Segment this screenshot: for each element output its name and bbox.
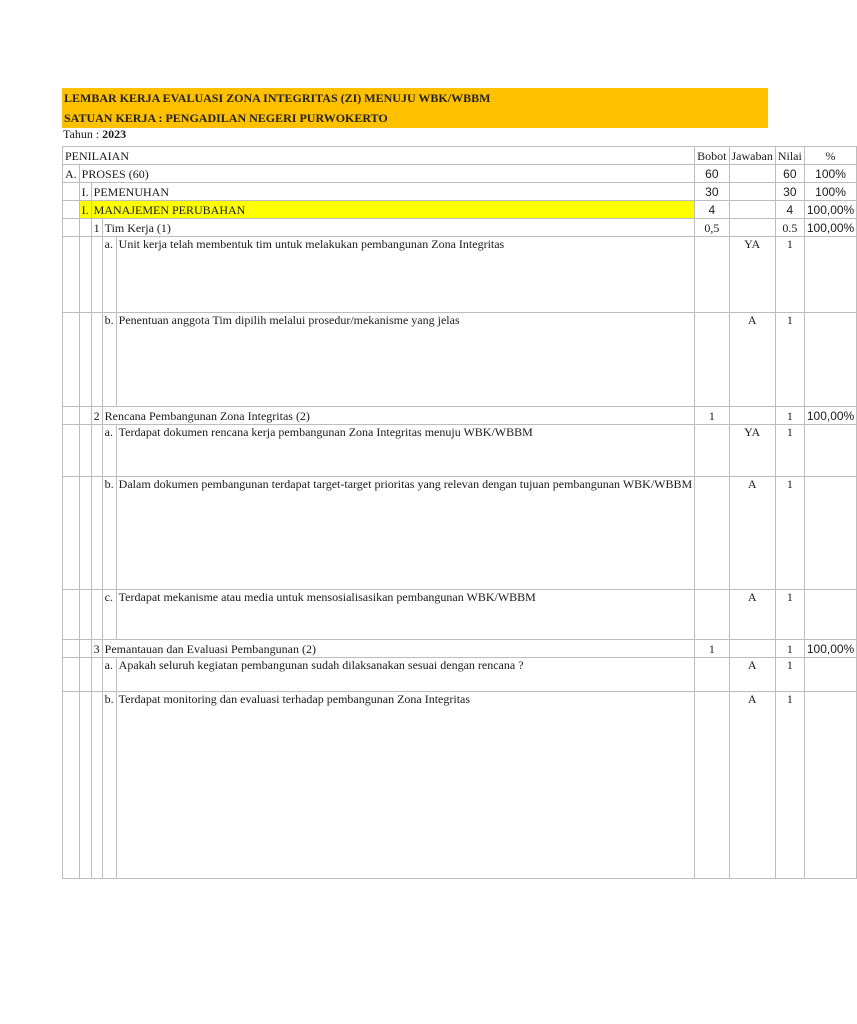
item-row [63,590,857,640]
item-nilai: 1 [775,237,804,313]
pemenuhan-bobot: 30 [695,183,729,201]
item-row [63,237,857,313]
manajemen-bobot: 4 [695,201,729,219]
item-jawaban: A [729,477,775,590]
item-text: Terdapat monitoring dan evaluasi terhadap pembangunan Zona Integritas [116,692,695,879]
pemenuhan-row [63,183,857,201]
proses-bobot: 60 [695,165,729,183]
manajemen-row [63,201,857,219]
group-nilai: 1 [775,640,804,658]
item-text: Terdapat mekanisme atau media untuk mensosialisasikan pembangunan WBK/WBBM [116,590,695,640]
item-nilai: 1 [775,658,804,692]
item-nilai: 1 [775,313,804,407]
group-row [63,407,857,425]
year-label: Tahun : [63,127,100,141]
item-text: Terdapat dokumen rencana kerja pembangunan Zona Integritas menuju WBK/WBBM [116,425,695,477]
sheet-title: LEMBAR KERJA EVALUASI ZONA INTEGRITAS (ZI) MENUJU WBK/WBBM [62,88,768,108]
item-jawaban: A [729,692,775,879]
item-row [63,425,857,477]
item-jawaban: A [729,658,775,692]
manajemen-label: MANAJEMEN PERUBAHAN [91,201,695,219]
group-persen: 100,00% [804,640,856,658]
header-persen: % [804,147,856,165]
item-jawaban: YA [729,237,775,313]
item-nilai: 1 [775,477,804,590]
item-letter: b. [102,692,116,879]
item-text: Penentuan anggota Tim dipilih melalui prosedur/mekanisme yang jelas [116,313,695,407]
header-nilai: Nilai [775,147,804,165]
item-row [63,313,857,407]
item-text: Dalam dokumen pembangunan terdapat target-target prioritas yang relevan dengan tujuan pembangunan WBK/WBBM [116,477,695,590]
group-number: 3 [91,640,102,658]
group-bobot: 1 [695,407,729,425]
proses-persen: 100% [804,165,856,183]
item-jawaban: YA [729,425,775,477]
year-value: 2023 [102,127,127,141]
item-letter: c. [102,590,116,640]
group-label: Tim Kerja (1) [102,219,695,237]
proses-nilai: 60 [775,165,804,183]
proses-row [63,165,857,183]
manajemen-persen: 100,00% [804,201,856,219]
item-row [63,477,857,590]
pemenuhan-nilai: 30 [775,183,804,201]
group-row [63,640,857,658]
item-letter: a. [102,425,116,477]
header-jawaban: Jawaban [729,147,775,165]
item-letter: a. [102,237,116,313]
pemenuhan-roman: I. [79,183,91,201]
item-jawaban: A [729,313,775,407]
item-row [63,658,857,692]
item-nilai: 1 [775,425,804,477]
pemenuhan-label: PEMENUHAN [91,183,695,201]
proses-label: PROSES (60) [79,165,695,183]
group-bobot: 1 [695,640,729,658]
group-label: Pemantauan dan Evaluasi Pembangunan (2) [102,640,695,658]
group-nilai: 1 [775,407,804,425]
group-persen: 100,00% [804,219,856,237]
item-letter: b. [102,313,116,407]
header-penilaian: PENILAIAN [63,147,695,165]
item-letter: b. [102,477,116,590]
group-number: 1 [91,219,102,237]
manajemen-roman: I. [79,201,91,219]
item-letter: a. [102,658,116,692]
group-number: 2 [91,407,102,425]
item-nilai: 1 [775,692,804,879]
header-bobot: Bobot [695,147,729,165]
group-row [63,219,857,237]
manajemen-nilai: 4 [775,201,804,219]
item-row [63,692,857,879]
evaluation-table [62,146,857,879]
group-bobot: 0,5 [695,219,729,237]
group-label: Rencana Pembangunan Zona Integritas (2) [102,407,695,425]
proses-letter: A. [63,165,80,183]
item-text: Apakah seluruh kegiatan pembangunan sudah dilaksanakan sesuai dengan rencana ? [116,658,695,692]
pemenuhan-persen: 100% [804,183,856,201]
group-persen: 100,00% [804,407,856,425]
year-line [63,127,126,142]
item-jawaban: A [729,590,775,640]
item-nilai: 1 [775,590,804,640]
work-unit-title: SATUAN KERJA : PENGADILAN NEGERI PURWOKERTO [62,108,768,128]
header-row [63,147,857,165]
item-text: Unit kerja telah membentuk tim untuk melakukan pembangunan Zona Integritas [116,237,695,313]
group-nilai: 0.5 [775,219,804,237]
